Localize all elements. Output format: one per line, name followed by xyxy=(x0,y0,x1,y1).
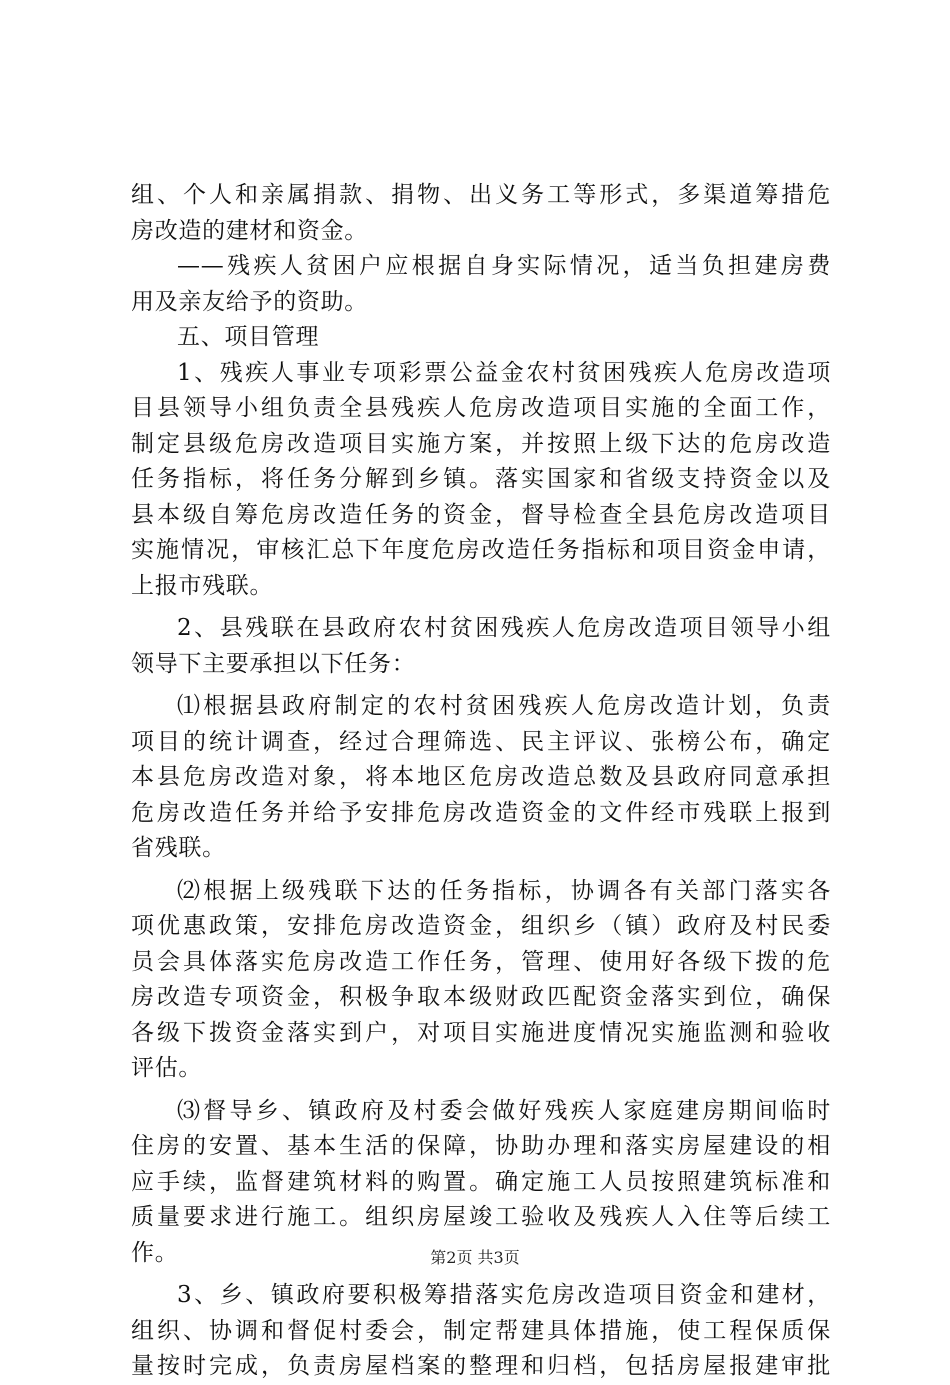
text-line: 2、县残联在县政府农村贫困残疾人危房改造项目领导小组 xyxy=(177,615,831,641)
section-heading xyxy=(131,320,831,356)
text-line: 应手续，监督建筑材料的购置。确定施工人员按照建筑标准和 xyxy=(131,1168,831,1195)
text-line: 项优惠政策，安排危房改造资金，组织乡（镇）政府及村民委 xyxy=(131,913,831,939)
text-line: 房改造的建材和资金。 xyxy=(131,217,368,244)
text-line: 用及亲友给予的资助。 xyxy=(131,288,368,315)
text-line: 评估。 xyxy=(131,1055,203,1081)
text-line: ——残疾人贫困户应根据自身实际情况，适当负担建房费 xyxy=(177,253,831,279)
paragraph xyxy=(131,178,831,249)
text-line: ⑵根据上级残联下达的任务指标，协调各有关部门落实各 xyxy=(177,877,831,904)
text-line: 制定县级危房改造项目实施方案，并按照上级下达的危房改造 xyxy=(131,430,831,457)
paragraph xyxy=(131,611,831,682)
text-line: ⑶督导乡、镇政府及村委会做好残疾人家庭建房期间临时 xyxy=(177,1097,831,1124)
text-line: 目县领导小组负责全县残疾人危房改造项目实施的全面工作， xyxy=(131,395,831,421)
text-line: 任务指标，将任务分解到乡镇。落实国家和省级支持资金以及 xyxy=(131,466,831,492)
text-line: 各级下拨资金落实到户，对项目实施进度情况实施监测和验收 xyxy=(131,1019,831,1046)
text-line: ⑴根据县政府制定的农村贫困残疾人危房改造计划，负责 xyxy=(177,693,831,719)
text-line: 质量要求进行施工。组织房屋竣工验收及残疾人入住等后续工 xyxy=(131,1204,831,1230)
text-line: 作。 xyxy=(131,1239,179,1266)
text-line: 住房的安置、基本生活的保障，协助办理和落实房屋建设的相 xyxy=(131,1133,831,1159)
text-line: 本县危房改造对象，将本地区危房改造总数及县政府同意承担 xyxy=(131,764,831,790)
text-line: 上报市残联。 xyxy=(131,572,274,599)
text-line: 量按时完成，负责房屋档案的整理和归档，包括房屋报建审批 xyxy=(131,1353,831,1379)
document-body xyxy=(131,178,831,1385)
text-line: 实施情况，审核汇总下年度危房改造任务指标和项目资金申请， xyxy=(131,537,831,563)
paragraph xyxy=(131,356,831,605)
text-line: 省残联。 xyxy=(131,835,226,861)
paragraph xyxy=(131,689,831,867)
page-number-footer: 第2页 共3页 xyxy=(430,1248,520,1267)
paragraph xyxy=(131,249,831,320)
text-line: 项目的统计调查，经过合理筛选、民主评议、张榜公布，确定 xyxy=(131,728,831,755)
paragraph xyxy=(131,1278,831,1385)
text-line: 五、项目管理 xyxy=(177,324,320,350)
text-line: 员会具体落实危房改造工作任务，管理、使用好各级下拨的危 xyxy=(131,948,831,975)
text-line: 1、残疾人事业专项彩票公益金农村贫困残疾人危房改造项 xyxy=(177,359,831,386)
text-line: 组织、协调和督促村委会，制定帮建具体措施，使工程保质保 xyxy=(131,1317,831,1344)
text-line: 组、个人和亲属捐款、捐物、出义务工等形式，多渠道筹措危 xyxy=(131,182,831,208)
text-line: 房改造专项资金，积极争取本级财政匹配资金落实到位，确保 xyxy=(131,984,831,1010)
text-line: 3、乡、镇政府要积极筹措落实危房改造项目资金和建材， xyxy=(177,1282,831,1308)
text-line: 领导下主要承担以下任务： xyxy=(131,650,416,677)
text-line: 县本级自筹危房改造任务的资金，督导检查全县危房改造项目 xyxy=(131,501,831,528)
text-line: 危房改造任务并给予安排危房改造资金的文件经市残联上报到 xyxy=(131,799,831,826)
paragraph xyxy=(131,874,831,1087)
